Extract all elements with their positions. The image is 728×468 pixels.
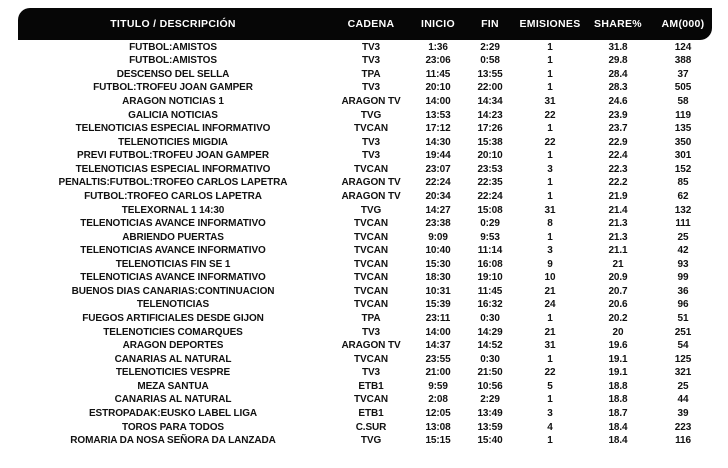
cell-inicio: 18:30: [425, 272, 451, 284]
cell-titulo: CANARIAS AL NATURAL: [114, 353, 232, 365]
cell-inicio: 1:36: [428, 41, 448, 53]
cell-inicio: 10:40: [425, 245, 451, 257]
cell-emisiones: 31: [544, 96, 556, 108]
table-row: [18, 421, 712, 435]
cell-titulo: TELENOTICIAS ESPECIAL INFORMATIVO: [75, 123, 271, 135]
cell-cadena: TV3: [361, 326, 381, 338]
table-row: [18, 285, 712, 299]
cell-am: 39: [677, 407, 689, 419]
cell-titulo: TOROS PARA TODOS: [122, 421, 224, 433]
table-row: [18, 68, 712, 82]
cell-inicio: 14:30: [425, 136, 451, 148]
cell-am: 125: [674, 353, 692, 365]
cell-cadena: TV3: [361, 82, 381, 94]
cell-emisiones: 3: [547, 407, 553, 419]
cell-fin: 15:38: [477, 136, 503, 148]
cell-inicio: 9:09: [428, 231, 448, 243]
cell-fin: 15:40: [477, 435, 503, 447]
cell-emisiones: 3: [547, 163, 553, 175]
cell-emisiones: 1: [547, 150, 553, 162]
table-row: [18, 217, 712, 231]
cell-share: 18.8: [608, 380, 628, 392]
cell-cadena: TPA: [361, 313, 381, 325]
cell-inicio: 20:10: [425, 82, 451, 94]
cell-cadena: TV3: [361, 41, 381, 53]
cell-inicio: 20:34: [425, 190, 451, 202]
cell-fin: 14:29: [477, 326, 503, 338]
cell-share: 22.9: [608, 136, 628, 148]
cell-titulo: FUTBOL:AMISTOS: [129, 55, 217, 67]
cell-cadena: TVCAN: [354, 394, 388, 406]
cell-share: 29.8: [608, 55, 628, 67]
cell-am: 37: [677, 68, 689, 80]
cell-inicio: 14:37: [425, 340, 451, 352]
cell-am: 135: [674, 123, 692, 135]
cell-cadena: TVG: [360, 204, 382, 216]
table-row: [18, 339, 712, 353]
column-header-titulo: TITULO / DESCRIPCIÓN: [110, 17, 236, 30]
cell-cadena: ARAGON TV: [341, 340, 401, 352]
cell-inicio: 12:05: [425, 407, 451, 419]
cell-am: 44: [677, 394, 689, 406]
cell-titulo: DESCENSO DEL SELLA: [116, 68, 230, 80]
cell-titulo: GALICIA NOTICIAS: [128, 109, 218, 121]
cell-inicio: 15:15: [425, 435, 451, 447]
cell-inicio: 23:11: [425, 313, 451, 325]
cell-inicio: 23:38: [425, 218, 451, 230]
cell-am: 99: [677, 272, 689, 284]
column-header-am: AM(000): [661, 17, 705, 30]
cell-inicio: 23:55: [425, 353, 451, 365]
cell-fin: 21:50: [477, 367, 503, 379]
cell-share: 23.9: [608, 109, 628, 121]
cell-share: 19.6: [608, 340, 628, 352]
cell-am: 54: [677, 340, 689, 352]
cell-titulo: TELENOTICIAS AVANCE INFORMATIVO: [80, 218, 266, 230]
table-row: [18, 367, 712, 381]
cell-emisiones: 8: [547, 218, 553, 230]
cell-cadena: TPA: [361, 68, 381, 80]
cell-titulo: TELENOTICIAS: [136, 299, 210, 311]
cell-fin: 9:53: [480, 231, 500, 243]
table-row: [18, 394, 712, 408]
cell-titulo: PREVI FUTBOL:TROFEU JOAN GAMPER: [77, 150, 269, 162]
cell-share: 24.6: [608, 96, 628, 108]
cell-titulo: PENALTIS:FUTBOL:TROFEO CARLOS LAPETRA: [58, 177, 288, 189]
cell-inicio: 15:39: [425, 299, 451, 311]
cell-fin: 14:52: [477, 340, 503, 352]
cell-inicio: 9:59: [428, 380, 448, 392]
cell-inicio: 15:30: [425, 258, 451, 270]
table-row: [18, 95, 712, 109]
cell-emisiones: 9: [547, 258, 553, 270]
cell-am: 350: [674, 136, 692, 148]
table-row: [18, 150, 712, 164]
cell-cadena: TVCAN: [354, 163, 388, 175]
cell-titulo: FUTBOL:TROFEU JOAN GAMPER: [93, 82, 253, 94]
cell-share: 19.1: [608, 353, 628, 365]
cell-am: 58: [677, 96, 689, 108]
cell-fin: 17:26: [477, 123, 503, 135]
cell-share: 20.7: [608, 285, 628, 297]
cell-cadena: TVG: [360, 435, 382, 447]
cell-cadena: C.SUR: [355, 421, 387, 433]
cell-share: 22.4: [608, 150, 628, 162]
cell-inicio: 17:12: [425, 123, 451, 135]
cell-fin: 19:10: [477, 272, 503, 284]
cell-inicio: 2:08: [428, 394, 448, 406]
cell-am: 51: [677, 313, 689, 325]
cell-am: 251: [674, 326, 692, 338]
table-row: [18, 122, 712, 136]
cell-share: 21.9: [608, 190, 628, 202]
table-row: [18, 231, 712, 245]
cell-emisiones: 1: [547, 313, 553, 325]
cell-share: 20.9: [608, 272, 628, 284]
cell-share: 31.8: [608, 41, 628, 53]
cell-am: 111: [675, 218, 691, 230]
cell-emisiones: 3: [547, 245, 553, 257]
cell-am: 42: [677, 245, 689, 257]
cell-fin: 0:29: [480, 218, 500, 230]
cell-emisiones: 1: [547, 231, 553, 243]
cell-share: 21: [612, 258, 624, 270]
table-row: [18, 244, 712, 258]
cell-am: 321: [674, 367, 692, 379]
cell-emisiones: 24: [544, 299, 556, 311]
cell-share: 18.4: [608, 421, 628, 433]
table-row: [18, 380, 712, 394]
cell-am: 223: [674, 421, 692, 433]
cell-am: 116: [675, 435, 691, 447]
table-row: [18, 136, 712, 150]
cell-am: 25: [677, 231, 689, 243]
cell-inicio: 23:06: [425, 55, 451, 67]
cell-fin: 20:10: [477, 150, 503, 162]
cell-fin: 15:08: [477, 204, 503, 216]
table-body: [18, 41, 712, 448]
cell-inicio: 22:24: [425, 177, 451, 189]
cell-fin: 2:29: [480, 41, 500, 53]
cell-cadena: ETB1: [358, 407, 384, 419]
cell-inicio: 11:45: [425, 68, 451, 80]
cell-titulo: ESTROPADAK:EUSKO LABEL LIGA: [88, 407, 258, 419]
cell-fin: 0:58: [480, 55, 500, 67]
table-row: [18, 190, 712, 204]
cell-emisiones: 1: [547, 55, 553, 67]
cell-am: 505: [674, 82, 692, 94]
cell-fin: 13:55: [477, 68, 503, 80]
table-header: [18, 8, 712, 40]
cell-share: 18.7: [608, 407, 628, 419]
cell-emisiones: 21: [544, 326, 556, 338]
cell-emisiones: 22: [544, 367, 556, 379]
cell-fin: 10:56: [477, 380, 503, 392]
cell-emisiones: 1: [547, 82, 553, 94]
cell-titulo: FUEGOS ARTIFICIALES DESDE GIJON: [82, 313, 264, 325]
cell-titulo: TELENOTICIES VESPRE: [115, 367, 231, 379]
cell-emisiones: 31: [544, 340, 556, 352]
cell-cadena: TVCAN: [354, 258, 388, 270]
cell-cadena: TVCAN: [354, 299, 388, 311]
cell-emisiones: 1: [547, 177, 553, 189]
cell-emisiones: 1: [547, 123, 553, 135]
cell-share: 21.3: [608, 231, 628, 243]
cell-inicio: 14:00: [425, 96, 451, 108]
cell-cadena: ARAGON TV: [341, 190, 401, 202]
table-row: [18, 41, 712, 55]
cell-am: 152: [674, 163, 692, 175]
cell-titulo: ABRIENDO PUERTAS: [122, 231, 224, 243]
cell-emisiones: 1: [547, 41, 553, 53]
cell-cadena: TV3: [361, 150, 381, 162]
cell-am: 85: [677, 177, 689, 189]
cell-inicio: 10:31: [425, 285, 451, 297]
cell-share: 18.8: [608, 394, 628, 406]
cell-fin: 0:30: [480, 313, 500, 325]
table-row: [18, 353, 712, 367]
cell-titulo: ARAGON NOTICIAS 1: [122, 96, 224, 108]
cell-inicio: 19:44: [425, 150, 451, 162]
cell-am: 93: [677, 258, 689, 270]
table-row: [18, 299, 712, 313]
cell-titulo: TELENOTICIES COMARQUES: [103, 326, 243, 338]
cell-fin: 22:24: [477, 190, 503, 202]
cell-titulo: FUTBOL:AMISTOS: [129, 41, 217, 53]
cell-cadena: TVG: [360, 109, 382, 121]
cell-cadena: TVCAN: [354, 353, 388, 365]
cell-am: 132: [674, 204, 692, 216]
cell-cadena: TVCAN: [354, 245, 388, 257]
table-row: [18, 55, 712, 69]
cell-cadena: ARAGON TV: [341, 96, 401, 108]
cell-emisiones: 1: [547, 353, 553, 365]
cell-emisiones: 5: [547, 380, 553, 392]
cell-emisiones: 10: [544, 272, 556, 284]
cell-fin: 22:35: [477, 177, 503, 189]
cell-share: 22.3: [608, 163, 628, 175]
cell-am: 25: [677, 380, 689, 392]
cell-am: 301: [674, 150, 692, 162]
column-header-share: SHARE%: [594, 17, 642, 30]
cell-titulo: ROMARIA DA NOSA SEÑORA DA LANZADA: [70, 435, 276, 447]
cell-titulo: TELENOTICIAS AVANCE INFORMATIVO: [80, 245, 266, 257]
column-header-fin: FIN: [481, 17, 499, 30]
cell-share: 28.3: [608, 82, 628, 94]
cell-fin: 11:14: [477, 245, 503, 257]
cell-inicio: 14:00: [425, 326, 451, 338]
table-row: [18, 434, 712, 448]
cell-share: 28.4: [608, 68, 628, 80]
table-row: [18, 272, 712, 286]
cell-titulo: BUENOS DIAS CANARIAS:CONTINUACION: [71, 285, 275, 297]
cell-share: 19.1: [608, 367, 628, 379]
cell-am: 119: [675, 109, 691, 121]
cell-cadena: TV3: [361, 367, 381, 379]
cell-cadena: ARAGON TV: [341, 177, 401, 189]
cell-titulo: TELENOTICIES MIGDIA: [118, 136, 228, 148]
column-header-emisiones: EMISIONES: [519, 17, 581, 30]
cell-fin: 0:30: [480, 353, 500, 365]
cell-share: 22.2: [608, 177, 628, 189]
cell-emisiones: 31: [544, 204, 556, 216]
cell-am: 36: [677, 285, 689, 297]
cell-emisiones: 1: [547, 190, 553, 202]
cell-emisiones: 1: [547, 68, 553, 80]
table-row: [18, 82, 712, 96]
cell-share: 20.6: [608, 299, 628, 311]
cell-titulo: TELENOTICIAS ESPECIAL INFORMATIVO: [75, 163, 271, 175]
cell-inicio: 13:53: [425, 109, 451, 121]
cell-am: 124: [674, 41, 692, 53]
cell-am: 388: [674, 55, 692, 67]
cell-cadena: TV3: [361, 136, 381, 148]
cell-emisiones: 22: [544, 136, 556, 148]
cell-inicio: 13:08: [425, 421, 451, 433]
table-row: [18, 326, 712, 340]
cell-emisiones: 1: [547, 394, 553, 406]
cell-emisiones: 21: [544, 285, 556, 297]
table-row: [18, 177, 712, 191]
cell-titulo: CANARIAS AL NATURAL: [114, 394, 232, 406]
cell-titulo: MEZA SANTUA: [137, 380, 209, 392]
cell-cadena: TVCAN: [354, 285, 388, 297]
cell-fin: 22:00: [477, 82, 503, 94]
cell-cadena: TVCAN: [354, 231, 388, 243]
cell-fin: 2:29: [480, 394, 500, 406]
cell-fin: 23:53: [477, 163, 503, 175]
table-row: [18, 163, 712, 177]
cell-titulo: FUTBOL:TROFEO CARLOS LAPETRA: [84, 190, 262, 202]
table-row: [18, 407, 712, 421]
cell-inicio: 21:00: [425, 367, 451, 379]
cell-emisiones: 1: [547, 435, 553, 447]
cell-cadena: TVCAN: [354, 218, 388, 230]
cell-inicio: 23:07: [425, 163, 451, 175]
cell-titulo: TELENOTICIAS AVANCE INFORMATIVO: [80, 272, 266, 284]
table-row: [18, 109, 712, 123]
column-header-inicio: INICIO: [421, 17, 455, 30]
table-row: [18, 258, 712, 272]
cell-fin: 11:45: [477, 285, 503, 297]
cell-fin: 13:59: [477, 421, 503, 433]
cell-fin: 14:34: [477, 96, 503, 108]
cell-cadena: TVCAN: [354, 123, 388, 135]
cell-share: 20: [612, 326, 624, 338]
cell-am: 62: [677, 190, 689, 202]
cell-emisiones: 22: [544, 109, 556, 121]
cell-fin: 14:23: [477, 109, 503, 121]
cell-share: 21.1: [608, 245, 628, 257]
cell-am: 96: [677, 299, 689, 311]
cell-titulo: TELENOTICIAS FIN SE 1: [115, 258, 231, 270]
cell-inicio: 14:27: [425, 204, 451, 216]
cell-share: 21.4: [608, 204, 628, 216]
cell-fin: 13:49: [477, 407, 503, 419]
cell-share: 21.3: [608, 218, 628, 230]
cell-fin: 16:32: [477, 299, 503, 311]
cell-emisiones: 4: [547, 421, 553, 433]
column-header-cadena: CADENA: [347, 17, 395, 30]
cell-cadena: TVCAN: [354, 272, 388, 284]
cell-cadena: TV3: [361, 55, 381, 67]
table-row: [18, 204, 712, 218]
cell-share: 20.2: [608, 313, 628, 325]
table-row: [18, 312, 712, 326]
cell-cadena: ETB1: [358, 380, 384, 392]
cell-titulo: TELEXORNAL 1 14:30: [121, 204, 225, 216]
cell-fin: 16:08: [477, 258, 503, 270]
cell-share: 18.4: [608, 435, 628, 447]
cell-share: 23.7: [608, 123, 628, 135]
cell-titulo: ARAGON DEPORTES: [122, 340, 224, 352]
